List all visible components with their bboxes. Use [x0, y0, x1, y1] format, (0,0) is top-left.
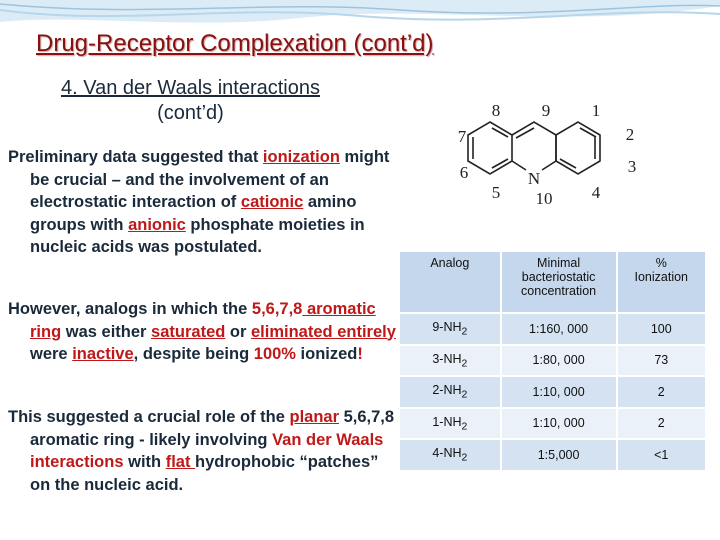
- table-row: [400, 439, 705, 471]
- table-row: [400, 408, 705, 440]
- cell-concentration: 1:80, 000: [501, 345, 617, 377]
- acridine-structure-diagram: [440, 100, 640, 212]
- slide-title: Drug-Receptor Complexation (cont’d): [36, 30, 434, 57]
- atom-label-6: 6: [459, 163, 469, 182]
- atom-label-1: 1: [591, 101, 601, 120]
- cell-concentration: 1:10, 000: [501, 408, 617, 440]
- atom-label-9: 9: [541, 101, 551, 120]
- cell-analog: $1-NH_2$: [400, 408, 501, 440]
- cell-ionization: 100: [617, 313, 705, 345]
- paragraph-analogs: However, analogs in which the 5,6,7,8 aromatic ring was either saturated or eliminated entirely were inactive, despite being 100% ionized!: [8, 300, 396, 363]
- cell-ionization: 2: [617, 408, 705, 440]
- atom-label-2: 2: [625, 125, 635, 144]
- table-header-row: [400, 252, 705, 313]
- table-row: [400, 345, 705, 377]
- cell-analog: $3-NH_2$: [400, 345, 501, 377]
- atom-label-10: 10: [535, 189, 553, 208]
- header-minimal-bacteriostatic-concentration: Minimal bacteriostatic concentration: [501, 252, 617, 313]
- cell-ionization: <1: [617, 439, 705, 471]
- cell-analog: $9-NH_2$: [400, 313, 501, 345]
- subtitle-line-1: 4. Van der Waals interactions: [60, 77, 320, 99]
- atom-label-5: 5: [491, 183, 501, 202]
- table-row: [400, 313, 705, 345]
- atom-label-8: 8: [491, 101, 501, 120]
- slide-subtitle: [18, 76, 363, 126]
- cell-concentration: 1:5,000: [501, 439, 617, 471]
- cell-ionization: 2: [617, 376, 705, 408]
- cell-ionization: 73: [617, 345, 705, 377]
- cell-concentration: 1:10, 000: [501, 376, 617, 408]
- atom-label-3: 3: [627, 157, 637, 176]
- table-row: [400, 376, 705, 408]
- cell-analog: $2-NH_2$: [400, 376, 501, 408]
- paragraph-conclusion: This suggested a crucial role of the planar 5,6,7,8 aromatic ring - likely involving Van der Waals interactions with flat hydrophobic “patches” on the nucleic acid.: [8, 408, 395, 494]
- paragraph-preliminary-data: Preliminary data suggested that ionization might be crucial – and the involvement of an electrostatic interaction of cationic amino groups with anionic phosphate moieties in nucleic acids was postulated.: [8, 148, 390, 256]
- cell-analog: $4-NH_2$: [400, 439, 501, 471]
- header-percent-ionization: % Ionization: [617, 252, 705, 313]
- header-analog: Analog: [400, 252, 501, 313]
- atom-label-4: 4: [591, 183, 601, 202]
- atom-label-7: 7: [457, 127, 467, 146]
- cell-concentration: 1:160, 000: [501, 313, 617, 345]
- subtitle-line-2: (cont’d): [157, 102, 224, 124]
- atom-label-N: N: [527, 169, 541, 188]
- acridine-analogs-table: [400, 252, 705, 472]
